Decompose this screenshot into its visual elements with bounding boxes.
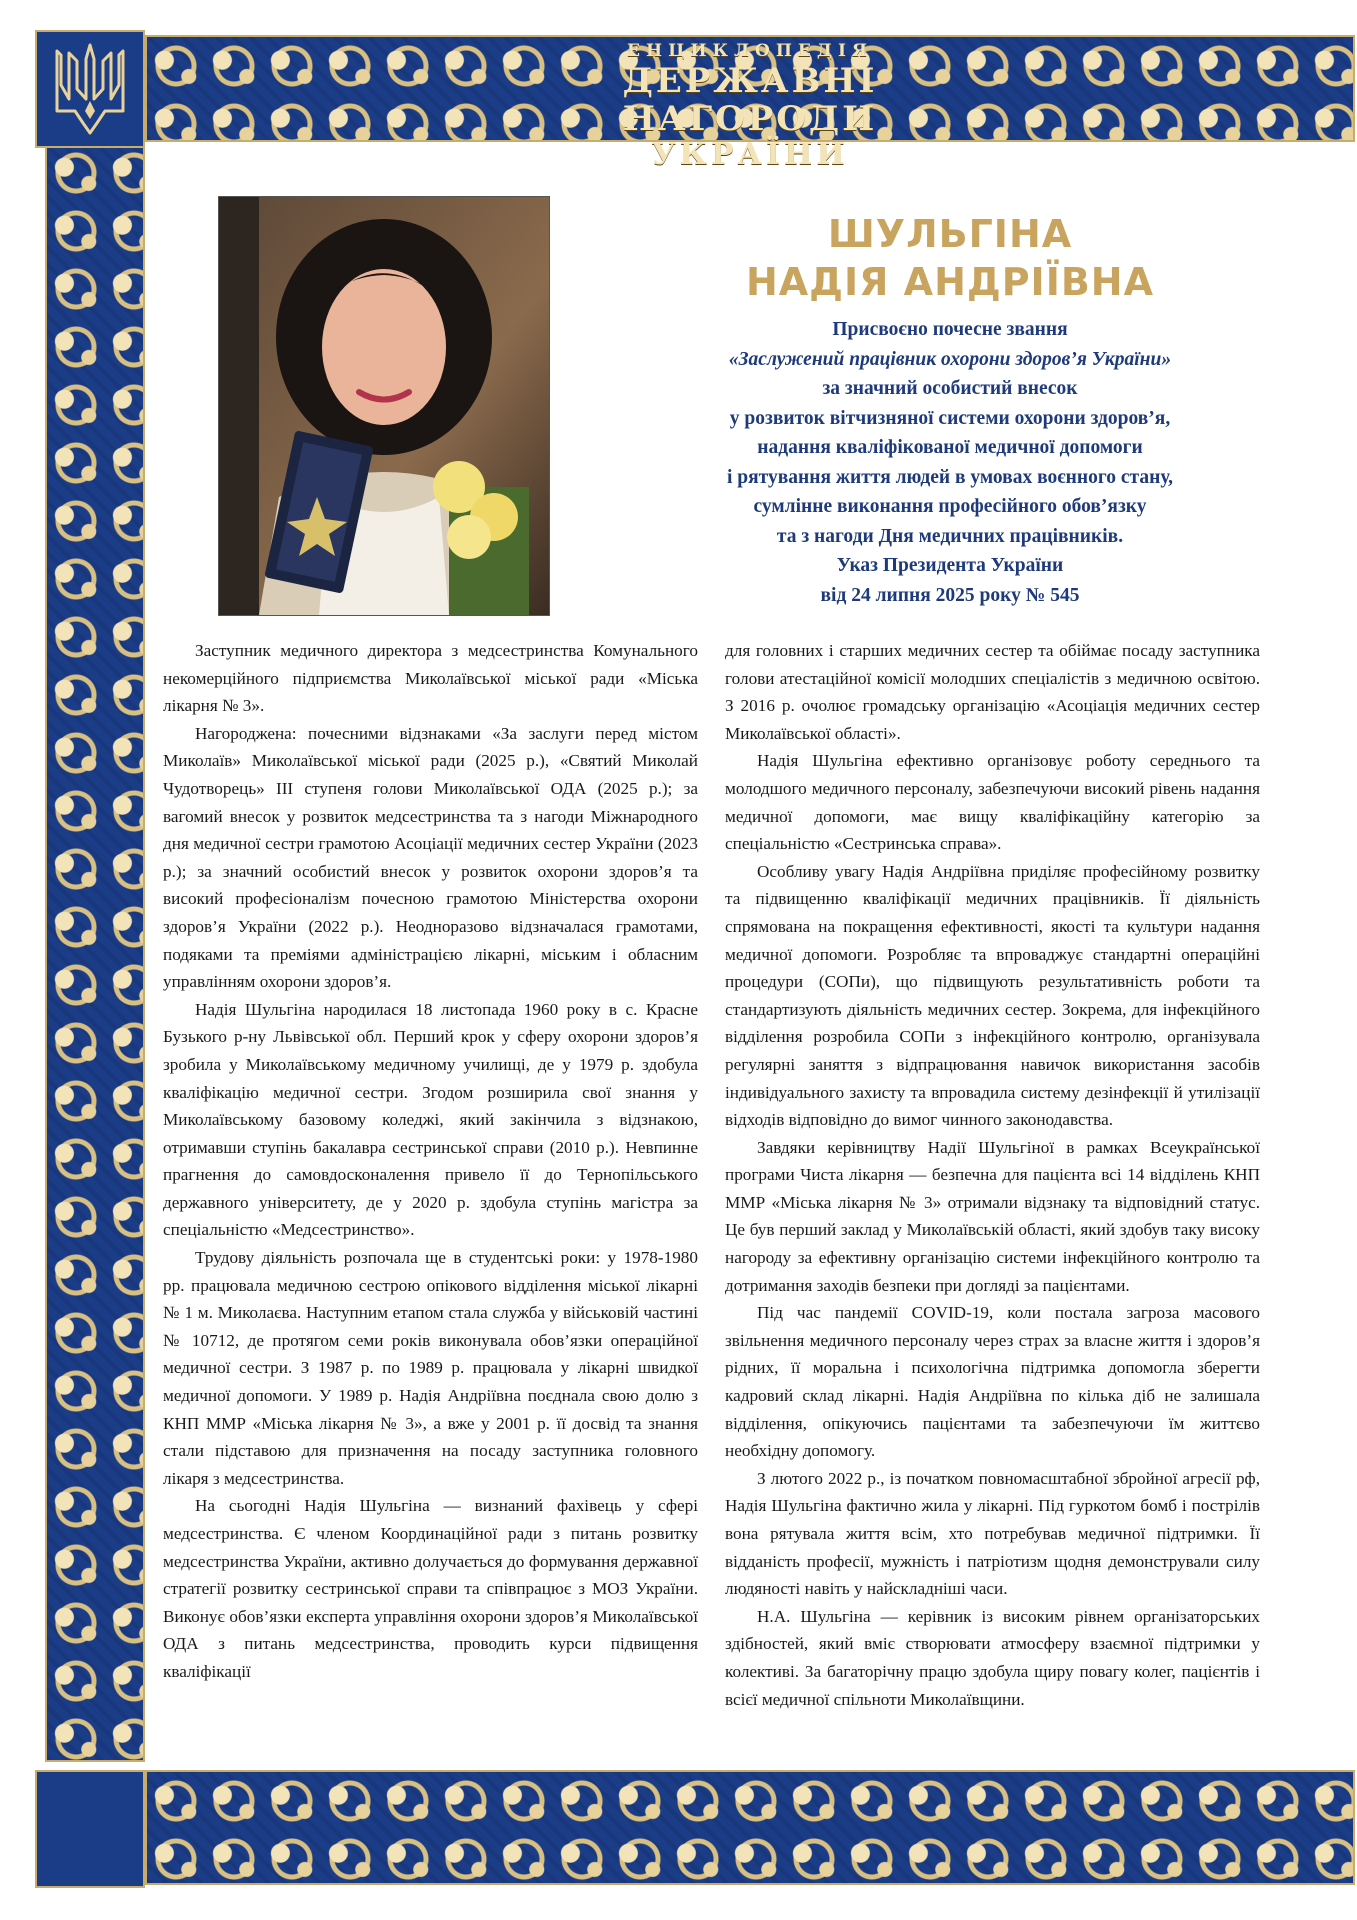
paragraph: Заступник медичного директора з медсестринства Комунального некомерційного підприємства Миколаївської міської ради «Міська лікарня № 3». [163, 641, 698, 716]
paragraph: Нагороджена: почесними відзнаками «За заслуги перед містом Миколаїв» Миколаївської міської ради (2025 р.), «Святий Миколай Чудотворець» ІІІ ступеня голови Миколаївської ОДА (2025 р.); за вагомий внесок у розвиток медсестринства та з нагоди Міжнародного дня медичної сестри грамотою Асоціації медичних сестер України (2023 р.); за значний особистий внесок у розвиток охорони здоров’я та високий професіоналізм почесною грамотою Міністерства охорони здоров’я України (2022 р.). Неодноразово відзначалася грамотами, подяками та преміями адміністрацією лікарні, міським і обласним управлінням охорони здоров’я. [163, 723, 698, 992]
paragraph: Надія Шульгіна народилася 18 листопада 1960 року в с. Красне Бузького р-ну Львівської обл. Перший крок у сферу охорони здоров’я зробила у Миколаївському медичному училищі, де у 1979 р. здобула кваліфікацію медичної сестри. Згодом розширила свої знання у Миколаївському базовому коледжі, який закінчила з відзнакою, отримавши ступінь бакалавра сестринської справи (2010 р.). Невпинне прагнення до самовдосконалення привело її до Тернопільського державного університету, де у 2020 р. здобула ступінь магістра за спеціальністю «Медсестринство». [163, 999, 698, 1240]
person-name [640, 210, 1260, 306]
award-line: за значний особистий внесок [822, 378, 1078, 399]
paragraph-continued: для головних і старших медичних сестер та обіймає посаду заступника голови атестаційної комісії молодших спеціалістів з медичною освітою. З 2016 р. очолює громадську організацію «Асоціація медичних сестер Миколаївської області». [725, 641, 1260, 743]
paragraph: Завдяки керівництву Надії Шульгіної в рамках Всеукраїнської програми Чиста лікарня — безпечна для пацієнта всі 14 відділень КНП ММР «Міська лікарня № 3» отримали відзнаку та відповідний статус. Це був перший заклад у Миколаївській області, який здобув таку високу нагороду за ефективну організацію системи інфекційного контролю та дотримання заходів безпеки при догляді за пацієнтами. [725, 1137, 1260, 1295]
paragraph: Під час пандемії COVID-19, коли постала загроза масового звільнення медичного персоналу через страх за власне життя і здоров’я рідних, її моральна і психологічна підтримка допомогла зберегти кадровий склад лікарні. Надія Андріївна по кілька діб не залишала відділення, опікуючись пацієнтами та забезпечуючи їм життєво необхідну допомогу. [725, 1303, 1260, 1461]
banner-line-1: ЕНЦИКЛОПЕДІЯ [627, 41, 873, 61]
decree-date-line: від 24 липня 2025 року № 545 [820, 584, 1080, 606]
award-line: Присвоєно почесне звання [832, 319, 1068, 340]
award-line: сумлінне виконання професійного обов’язку [753, 496, 1147, 517]
decree-line: Указ Президента України [836, 555, 1064, 576]
corner-block-bottom [35, 1770, 145, 1888]
award-line: надання кваліфікованої медичної допомоги [757, 437, 1143, 458]
paragraph: Н.А. Шульгіна — керівник із високим рівнем організаторських здібностей, який вміє створювати атмосферу взаємної підтримки у колективі. За багаторічну працю здобула щиру повагу колег, пацієнтів і всієї медичної спільноти Миколаївщини. [725, 1606, 1260, 1709]
paragraph: З лютого 2022 р., із початком повномасштабної збройної агресії рф, Надія Шульгіна фактично жила у лікарні. Під гуркотом бомб і пострілів вона рятувала життя всім, хто потребував медичної підтримки. Її відданість професії, мужність і патріотизм щодня демонстрували силу людяності навіть у найскладніші часи. [725, 1468, 1260, 1599]
award-block [640, 315, 1260, 610]
emblem-corner [35, 30, 145, 148]
paragraph: Особливу увагу Надія Андріївна приділяє професійному розвитку та підвищенню кваліфікації медичних працівників. Її діяльність спрямована на покращення ефективності, якості та культури надання медичної допомоги. Розробляє та впроваджує стандартні операційні процедури (СОПи), що підвищують результативність роботи та стандартизують діяльність медичних сестер. Зокрема, для інфекційного відділення розробила СОПи з інфекційного контролю, організувала регулярні заняття з відпрацювання навичок використання засобів індивідуального захисту та впровадила систему дезінфекції й утилізації відходів відповідно до вимог чинного законодавства. [725, 861, 1260, 1130]
encyclopedia-banner [490, 40, 1010, 172]
text-column-right [725, 637, 1260, 1713]
trident-icon [53, 41, 127, 137]
person-surname: ШУЛЬГІНА [827, 212, 1073, 256]
person-given-name: НАДІЯ АНДРІЇВНА [745, 260, 1155, 304]
ornament-border-bottom [145, 1770, 1355, 1885]
award-line: у розвиток вітчизняної системи охорони здоров’я, [729, 407, 1171, 429]
text-column-left [163, 637, 698, 1686]
award-line: і рятування життя людей в умовах воєнного стану, [726, 466, 1173, 488]
award-title-line: «Заслужений працівник охорони здоров’я України» [728, 348, 1172, 370]
portrait-photo [218, 196, 550, 616]
paragraph: Надія Шульгіна ефективно організовує роботу середнього та молодшого медичного персоналу, забезпечуючи високий рівень надання медичної допомоги, має вищу кваліфікаційну категорію за спеціальністю «Сестринська справа». [725, 751, 1260, 854]
paragraph: На сьогодні Надія Шульгіна — визнаний фахівець у сфері медсестринства. Є членом Координаційної ради з питань розвитку медсестринства України, активно долучається до формування державної стратегії розвитку сестринської справи та співпрацює з МОЗ України. Виконує обов’язки експерта управління охорони здоров’я Миколаївської ОДА з питань медсестринства, проводить курси підвищення кваліфікації [163, 1496, 698, 1681]
paragraph: Трудову діяльність розпочала ще в студентські роки: у 1978-1980 рр. працювала медичною сестрою опікового відділення міської лікарні № 1 м. Миколаєва. Наступним етапом стала служба у військовій частині № 10712, де протягом семи років виконувала обов’язки операційної медичної сестри. З 1987 р. по 1989 р. працювала у лікарні швидкої медичної допомоги. У 1989 р. Надія Андріївна поєднала свою долю з КНП ММР «Міська лікарня № 3», а вже у 2001 р. її досвід та знання стали підставою для призначення на посаду заступника головного лікаря з медсестринства. [163, 1248, 698, 1488]
banner-line-2: ДЕРЖАВНІ НАГОРОДИ [622, 61, 878, 139]
ornament-border-left [45, 142, 145, 1762]
banner-line-3: УКРАЇНИ [651, 137, 849, 172]
award-line: та з нагоди Дня медичних працівників. [776, 525, 1124, 547]
